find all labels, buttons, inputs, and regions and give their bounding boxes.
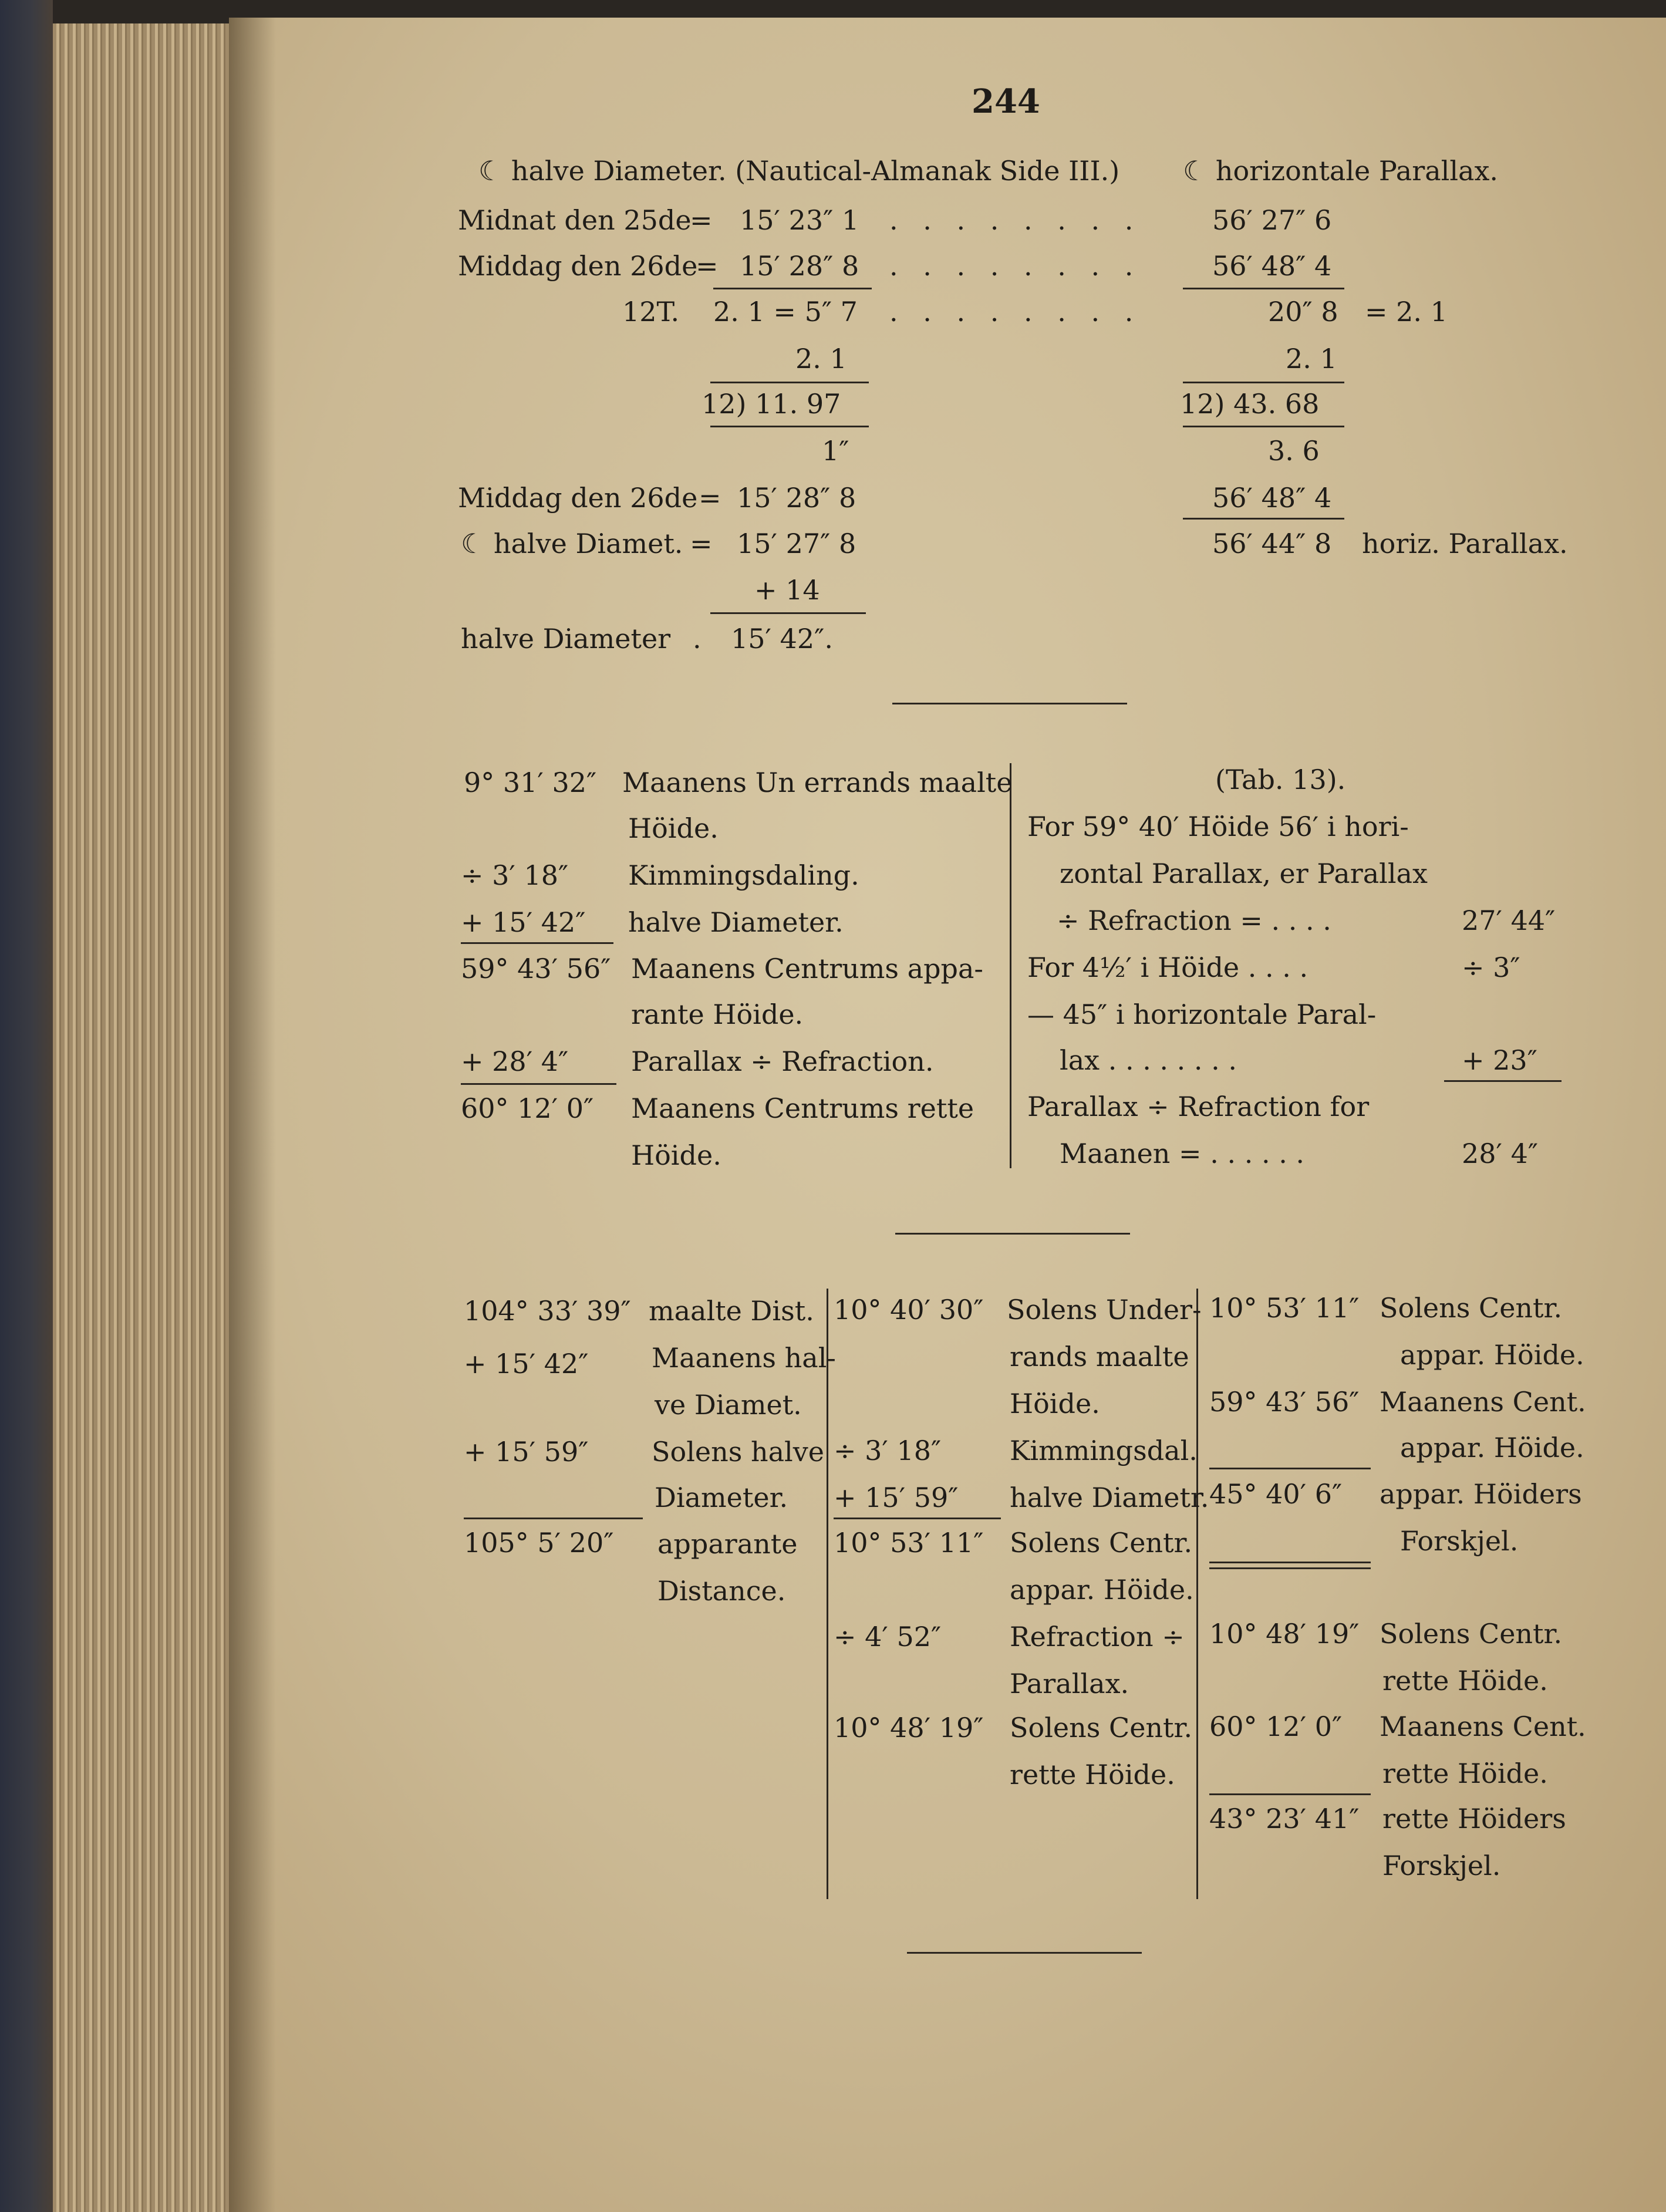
calc3-col2-row2-text: rands maalte (1010, 1341, 1189, 1373)
calc3-col2-row1-text: Solens Under- (1007, 1294, 1202, 1326)
calc1-row4-left: 2. 1 (795, 343, 847, 375)
page-edges (53, 23, 229, 2212)
calc2-column-rule (1010, 763, 1011, 1168)
calc2-left-row3-value: ÷ 3′ 18″ (461, 859, 569, 891)
calc1-rule3-left (710, 426, 869, 427)
calc2-right-rule (1444, 1080, 1562, 1082)
section-divider-3 (907, 1952, 1142, 1954)
calc2-right-row4-text: ÷ Refraction = . . . . (1057, 905, 1331, 936)
calc3-col3-row5-value: 45° 40′ 6″ (1209, 1478, 1343, 1510)
calc3-col1-row1-text: maalte Dist. (649, 1295, 814, 1327)
calc2-left-row6-text: rante Höide. (631, 999, 804, 1030)
calc3-col3-row11-value: 43° 23′ 41″ (1209, 1803, 1360, 1835)
book-spine (0, 0, 53, 2212)
calc1-row3-value: 2. 1 = 5″ 7 (713, 296, 858, 328)
calc2-right-row8: Parallax ÷ Refraction for (1027, 1091, 1370, 1122)
calc3-col2-row5-text: halve Diametr. (1010, 1482, 1209, 1513)
calc2-left-row4-value: + 15′ 42″ (461, 906, 586, 938)
calc2-left-row1-text: Maanens Un errands maalte (622, 767, 1013, 798)
calc1-row8-right: 56′ 44″ 8 (1212, 528, 1332, 559)
calc3-col2-row10-value: 10° 48′ 19″ (834, 1712, 984, 1744)
calc1-heading-right: ☾ horizontale Parallax. (1183, 155, 1499, 187)
calc2-left-row7-value: + 28′ 4″ (461, 1046, 569, 1077)
calc1-row9-value: + 14 (754, 574, 820, 606)
calc3-col3-row4-text: appar. Höide. (1400, 1432, 1584, 1464)
calc2-right-row5-text: For 4½′ i Höide . . . . (1027, 952, 1308, 983)
calc1-row10-dot: . (693, 623, 702, 655)
calc2-right-row6: — 45″ i horizontale Paral- (1027, 999, 1377, 1030)
calc2-left-row9-text: Höide. (631, 1139, 721, 1171)
calc1-heading-left: ☾ halve Diameter. (Nautical-Almanak Side III.) (478, 155, 1120, 187)
calc3-col1-row1-value: 104° 33′ 39″ (464, 1295, 631, 1327)
calc3-col3-row5-text: appar. Höiders (1380, 1478, 1582, 1510)
section-divider-2 (895, 1233, 1130, 1235)
calc1-rule5-left (710, 612, 866, 614)
calc2-left-row8-value: 60° 12′ 0″ (461, 1092, 594, 1124)
calc1-row3-dots: . . . . . . . . (889, 296, 1142, 328)
calc1-row2-eq: = (696, 250, 719, 282)
calc3-col2-row3-text: Höide. (1010, 1388, 1100, 1419)
calc3-col3-row9-value: 60° 12′ 0″ (1209, 1711, 1343, 1742)
calc3-col1-row4-value: + 15′ 59″ (464, 1436, 589, 1468)
calc2-right-row9-value: 28′ 4″ (1462, 1138, 1539, 1169)
calc1-rule3-right (1183, 426, 1344, 427)
calc1-rule1-left (713, 288, 872, 289)
calc1-row3-right: 20″ 8 (1268, 296, 1338, 328)
page-number: 244 (972, 82, 1040, 121)
calc3-col3-row6-text: Forskjel. (1400, 1525, 1519, 1557)
calc1-row5-left: 12) 11. 97 (702, 388, 841, 420)
calc3-col3-row1-text: Solens Centr. (1380, 1292, 1563, 1324)
calc2-right-row1: (Tab. 13). (1215, 764, 1346, 795)
calc3-col3-row8-text: rette Höide. (1382, 1665, 1548, 1697)
calc2-left-row7-text: Parallax ÷ Refraction. (631, 1046, 934, 1077)
calc1-row10-label: halve Diameter (461, 623, 671, 655)
calc1-row2-dots: . . . . . . . . (889, 250, 1142, 282)
calc3-col2-row6-text: Solens Centr. (1010, 1527, 1193, 1559)
calc3-col2-row9-text: Parallax. (1010, 1668, 1129, 1700)
calc1-row7-right: 56′ 48″ 4 (1212, 482, 1332, 514)
calc1-row1-label: Midnat den 25de (458, 204, 692, 236)
calc1-rule1-right (1183, 288, 1344, 289)
calc2-left-row5-value: 59° 43′ 56″ (461, 953, 611, 984)
calc2-left-row5-text: Maanens Centrums appa- (631, 953, 983, 984)
calc3-col3-row1-value: 10° 53′ 11″ (1209, 1292, 1360, 1324)
calc2-right-row9-text: Maanen = . . . . . . (1060, 1138, 1305, 1169)
calc3-col3-row3-value: 59° 43′ 56″ (1209, 1386, 1360, 1418)
calc3-col2-row4-text: Kimmingsdal. (1010, 1435, 1198, 1466)
calc3-col3-rule1 (1209, 1468, 1371, 1469)
calc3-col1-row7-text: Distance. (657, 1575, 786, 1607)
calc1-row8-label: ☾ halve Diamet. (461, 528, 683, 559)
calc3-column-rule-1 (827, 1289, 828, 1899)
calc2-right-row3: zontal Parallax, er Parallax (1060, 858, 1428, 889)
calc2-right-row2: For 59° 40′ Höide 56′ i hori- (1027, 811, 1409, 842)
calc2-left-row1-value: 9° 31′ 32″ (464, 767, 597, 798)
calc3-col1-row6-text: apparante (657, 1528, 798, 1560)
calc1-row7-value: 15′ 28″ 8 (737, 482, 856, 514)
calc2-left-row3-text: Kimmingsdaling. (628, 859, 859, 891)
calc2-right-row7-value: + 23″ (1462, 1044, 1537, 1076)
calc3-col1-row3-text: ve Diamet. (655, 1389, 802, 1421)
calc1-row7-label: Middag den 26de (458, 482, 698, 514)
calc3-col2-row8-value: ÷ 4′ 52″ (834, 1621, 942, 1653)
calc1-row3-right-eq: = 2. 1 (1365, 296, 1448, 328)
gutter-shadow (229, 18, 276, 2212)
calc3-col3-row12-text: Forskjel. (1382, 1850, 1501, 1881)
calc3-col3-rule2 (1209, 1793, 1371, 1795)
calc1-row2-label: Middag den 26de (458, 250, 698, 282)
calc1-row1-value: 15′ 23″ 1 (740, 204, 859, 236)
calc2-right-row7-text: lax . . . . . . . . (1060, 1044, 1237, 1076)
calc3-col1-row5-text: Diameter. (655, 1482, 788, 1513)
calc2-left-row8-text: Maanens Centrums rette (631, 1092, 974, 1124)
calc3-col1-rule (464, 1518, 643, 1519)
calc3-col3-row10-text: rette Höide. (1382, 1758, 1548, 1789)
calc1-row6-right: 3. 6 (1268, 435, 1320, 467)
calc1-rule2-right (1183, 382, 1344, 383)
calc1-row5-right: 12) 43. 68 (1180, 388, 1320, 420)
calc1-row8-eq: = (690, 528, 713, 559)
calc3-col1-row4-text: Solens halve (652, 1436, 824, 1468)
calc2-right-row4-value: 27′ 44″ (1462, 905, 1556, 936)
calc3-col2-row1-value: 10° 40′ 30″ (834, 1294, 984, 1326)
calc2-left-row2-text: Höide. (628, 812, 719, 844)
calc3-col1-row6-value: 105° 5′ 20″ (464, 1527, 614, 1559)
calc1-row2-value: 15′ 28″ 8 (740, 250, 859, 282)
calc1-row3-label: 12T. (622, 296, 680, 328)
calc1-rule4-right (1183, 518, 1344, 520)
calc3-col2-row4-value: ÷ 3′ 18″ (834, 1435, 942, 1466)
calc3-col3-row2-text: appar. Höide. (1400, 1339, 1584, 1371)
calc3-col1-row2-value: + 15′ 42″ (464, 1348, 589, 1380)
calc2-left-rule1 (461, 942, 613, 944)
calc1-row1-right: 56′ 27″ 6 (1212, 204, 1332, 236)
calc1-row4-right: 2. 1 (1286, 343, 1337, 375)
calc3-col2-row5-value: + 15′ 59″ (834, 1482, 959, 1513)
calc1-row1-dots: . . . . . . . . (889, 204, 1142, 236)
calc3-col2-row10-text: Solens Centr. (1010, 1712, 1193, 1744)
calc3-col3-row7-value: 10° 48′ 19″ (1209, 1618, 1360, 1650)
calc1-rule2-left (710, 382, 869, 383)
calc1-row1-eq: = (690, 204, 713, 236)
calc3-col2-rule1 (834, 1518, 1001, 1519)
calc2-right-row5-value: ÷ 3″ (1462, 952, 1520, 983)
calc1-row8-right-label: horiz. Parallax. (1362, 528, 1568, 559)
calc3-col2-row8-text: Refraction ÷ (1010, 1621, 1185, 1653)
calc3-column-rule-2 (1196, 1289, 1198, 1899)
calc1-row8-value: 15′ 27″ 8 (737, 528, 856, 559)
calc2-left-rule2 (461, 1083, 616, 1085)
calc3-col2-row7-text: appar. Höide. (1010, 1574, 1194, 1606)
calc1-row10-value: 15′ 42″. (731, 623, 833, 655)
calc3-col3-row11-text: rette Höiders (1382, 1803, 1566, 1835)
calc3-col3-double-rule-a (1209, 1562, 1371, 1563)
calc1-row2-right: 56′ 48″ 4 (1212, 250, 1332, 282)
calc3-col3-row3-text: Maanens Cent. (1380, 1386, 1586, 1418)
calc2-left-row4-text: halve Diameter. (628, 906, 844, 938)
calc1-row6-left: 1″ (822, 435, 849, 467)
section-divider-1 (892, 703, 1127, 704)
calc3-col1-row2-text: Maanens hal- (652, 1342, 836, 1374)
calc3-col2-row6-value: 10° 53′ 11″ (834, 1527, 984, 1559)
calc3-col3-row9-text: Maanens Cent. (1380, 1711, 1586, 1742)
calc1-row7-eq: = (699, 482, 721, 514)
calc3-col3-double-rule-b (1209, 1567, 1371, 1569)
calc3-col2-row11-text: rette Höide. (1010, 1759, 1175, 1790)
calc3-col3-row7-text: Solens Centr. (1380, 1618, 1563, 1650)
